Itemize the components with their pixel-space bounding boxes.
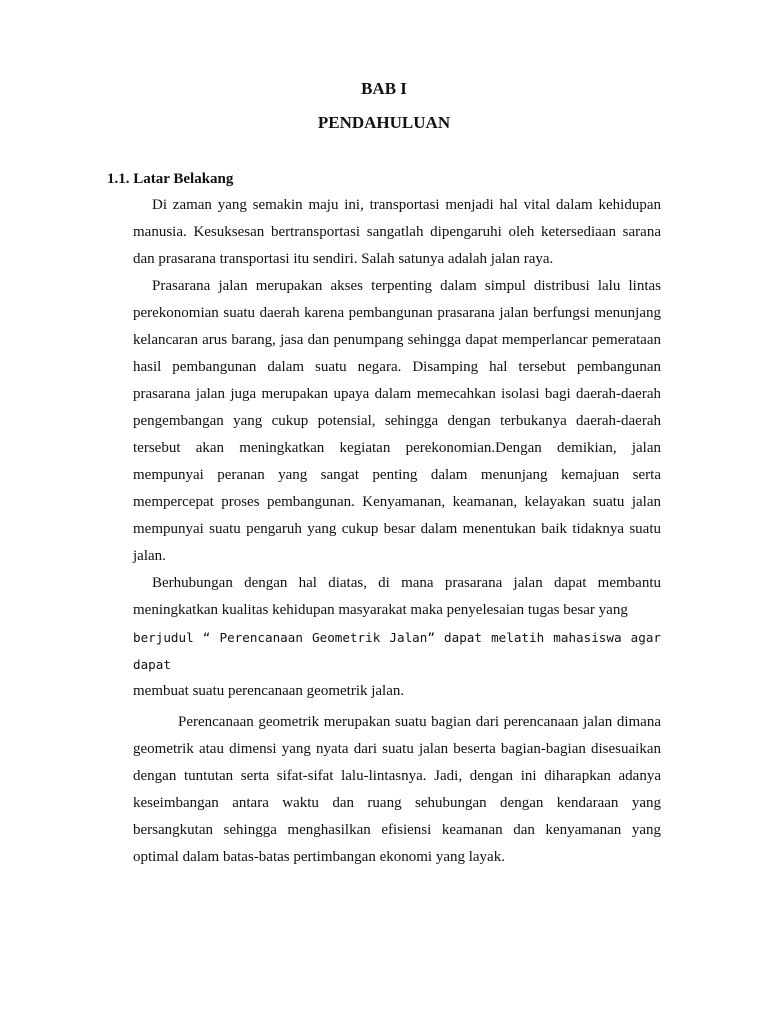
chapter-number: BAB I <box>361 79 407 98</box>
paragraph-3-line-3: membuat suatu perencanaan geometrik jalan. <box>133 683 405 699</box>
paragraph-3: Berhubungan dengan hal diatas, di mana prasarana jalan dapat membantu meningkatkan kualitas kehidupan masyarakat maka penyelesaian tugas besar yang <box>133 575 661 618</box>
paragraph-1: Di zaman yang semakin maju ini, transportasi menjadi hal vital dalam kehidupan manusia. Kesuksesan bertransportasi sangatlah dipengaruhi oleh ketersediaan sarana dan prasarana transportasi itu sendiri. Salah satunya adalah jalan raya. <box>133 197 661 267</box>
paragraph-2: Prasarana jalan merupakan akses terpenting dalam simpul distribusi lalu lintas perekonomian suatu daerah karena pembangunan prasarana jalan berfungsi menunjang kelancaran arus barang, jasa dan penumpang sehingga dapat memperlancar pemerataan hasil pembangunan dalam suatu negara. Disamping hal tersebut pembangunan prasarana jalan juga merupakan upaya dalam memecahkan isolasi bagi daerah-daerah pengembangan yang cukup potensial, sehingga dengan terbukanya daerah-daerah tersebut akan meningkatkan kegiatan perekonomian.Dengan demikian, jalan mempunyai peranan yang sangat penting dalam menunjang kemajuan serta mempercepat proses pembangunan. Kenyamanan, keamanan, kelayakan suatu jalan mempunyai suatu pengaruh yang cukup besar dalam menentukan baik tidaknya suatu jalan. <box>133 278 661 564</box>
paragraph-3-line-2: berjudul “ Perencanaan Geometrik Jalan” dapat melatih mahasiswa agar dapat <box>133 630 661 672</box>
paragraph-4: Perencanaan geometrik merupakan suatu bagian dari perencanaan jalan dimana geometrik atau dimensi yang nyata dari suatu jalan beserta bagian-bagian disesuaikan dengan tuntutan serta sifat-sifat lalu-lintasnya. Jadi, dengan ini diharapkan adanya keseimbangan antara waktu dan ruang sehubungan dengan kendaraan yang bersangkutan sehingga menghasilkan efisiensi keamanan dan kenyamanan yang optimal dalam batas-batas pertimbangan ekonomi yang layak. <box>133 714 661 865</box>
body-text <box>133 192 661 871</box>
section-heading: 1.1. Latar Belakang <box>107 171 234 187</box>
chapter-title: PENDAHULUAN <box>317 113 451 132</box>
